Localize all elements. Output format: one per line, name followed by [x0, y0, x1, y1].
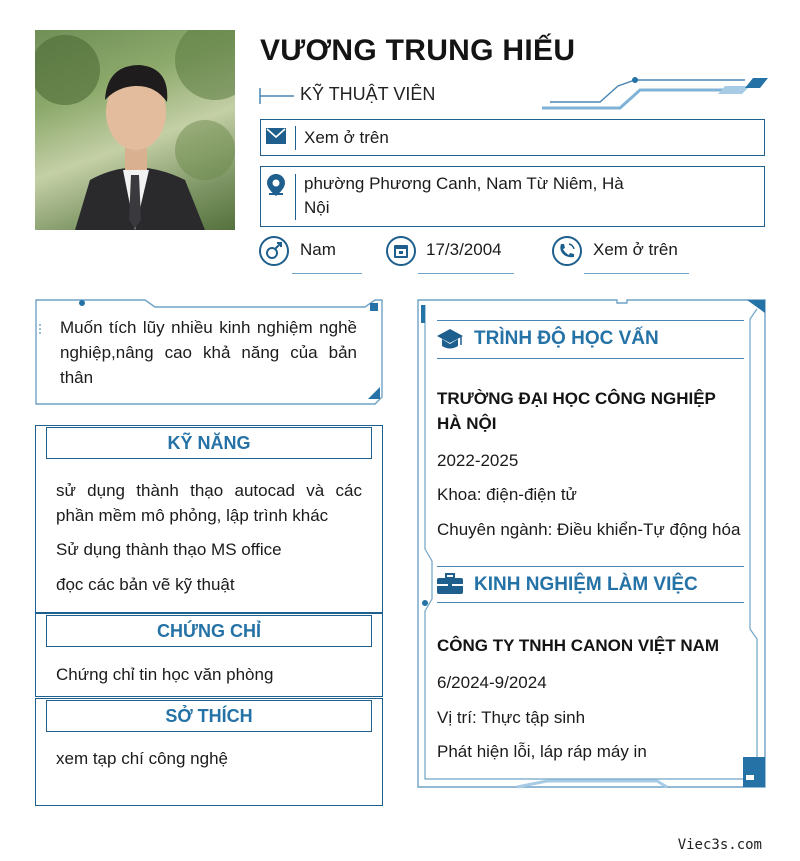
calendar-icon [386, 236, 416, 266]
objective-text: Muốn tích lũy nhiều kinh nghiệm nghề nghiệp,nâng cao khả năng của bản thân [60, 318, 357, 387]
candidate-name: VƯƠNG TRUNG HIẾU [260, 34, 576, 67]
school-name: TRƯỜNG ĐẠI HỌC CÔNG NGHIỆP HÀ NỘI [437, 389, 716, 433]
education-faculty: Khoa: điện-điện tử [437, 485, 577, 504]
education-period: 2022-2025 [437, 451, 519, 470]
circuit-decoration [540, 72, 770, 112]
experience-title: KINH NGHIỆM LÀM VIỆC [474, 574, 698, 595]
map-pin-icon [267, 174, 285, 196]
education-title: TRÌNH ĐỘ HỌC VẤN [474, 328, 659, 349]
address-field [260, 166, 765, 227]
title-line-decoration [258, 86, 298, 106]
certificate-item: Chứng chỉ tin học văn phòng [56, 665, 274, 684]
skill-item: sử dụng thành thạo autocad và các phần mềm mô phỏng, lập trình khác [56, 481, 362, 525]
address-value: phường Phương Canh, Nam Từ Niêm, Hà Nội [304, 174, 624, 217]
graduation-cap-icon [437, 327, 463, 351]
envelope-icon [266, 128, 286, 144]
email-field [260, 119, 765, 156]
experience-position: Vị trí: Thực tập sinh [437, 708, 586, 727]
briefcase-icon [437, 573, 463, 595]
phone-value: Xem ở trên [593, 240, 678, 259]
hobbies-title: SỞ THÍCH [46, 700, 372, 732]
certificates-title: CHỨNG CHỈ [46, 615, 372, 647]
education-major: Chuyên ngành: Điều khiển-Tự động hóa [437, 520, 741, 539]
gender-icon [259, 236, 289, 266]
experience-description: Phát hiện lỗi, láp ráp máy in [437, 742, 647, 761]
portrait-illustration [35, 30, 235, 230]
profile-photo [35, 30, 235, 230]
company-name: CÔNG TY TNHH CANON VIỆT NAM [437, 636, 720, 655]
skill-item: Sử dụng thành thạo MS office [56, 540, 282, 559]
email-value: Xem ở trên [304, 128, 389, 147]
gender-value: Nam [300, 240, 336, 259]
footer-brand: Viec3s.com [677, 837, 762, 853]
skill-item: đọc các bản vẽ kỹ thuật [56, 575, 235, 594]
skills-title: KỸ NĂNG [46, 427, 372, 459]
job-title: KỸ THUẬT VIÊN [300, 84, 436, 104]
birthday-value: 17/3/2004 [426, 240, 502, 259]
experience-period: 6/2024-9/2024 [437, 673, 547, 692]
hobby-item: xem tạp chí công nghệ [56, 749, 229, 768]
phone-icon [552, 236, 582, 266]
